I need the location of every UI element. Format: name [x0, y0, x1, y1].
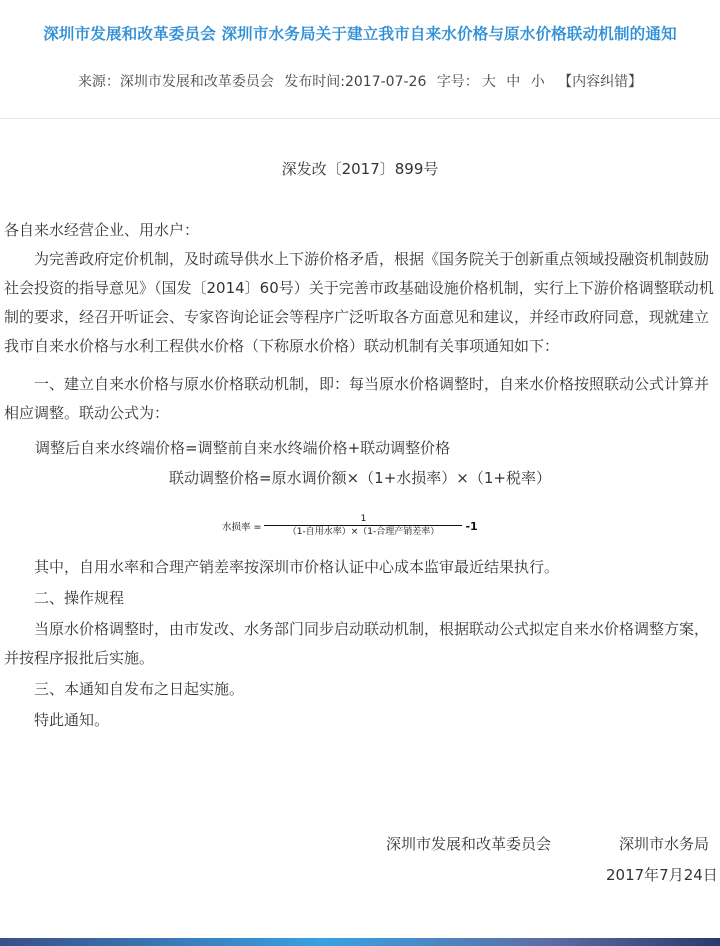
font-large-button[interactable]: 大: [481, 74, 496, 90]
font-size-label: 字号：: [436, 74, 479, 90]
formula-fraction: [264, 514, 462, 538]
footer-bar: [0, 938, 720, 946]
signer-drc: 深圳市发展和改革委员会: [386, 835, 552, 853]
heading-section-2: 二、操作规程: [34, 589, 125, 607]
document-date: 2017年7月24日: [606, 866, 718, 884]
paragraph-section-2: 当原水价格调整时，由市发改、水务部门同步启动联动机制，根据联动公式拟定自来水价格调整方案，并按程序报批后实施。: [4, 620, 710, 667]
font-size-controls: [437, 74, 552, 90]
closing-remark: 特此通知。: [34, 711, 110, 729]
paragraph-section-1: 一、建立自来水价格与原水价格联动机制，即：每当原水价格调整时，自来水价格按照联动公式计算并相应调整。联动公式为：: [4, 375, 710, 422]
signer-water-bureau: 深圳市水务局: [619, 835, 710, 853]
formula-adjustment-price: 联动调整价格=原水调价额×（1+水损率）×（1+税率）: [169, 469, 551, 487]
publish-time: 发布时间:2017-07-26: [284, 74, 427, 90]
font-small-button[interactable]: 小: [530, 74, 545, 90]
formula-tail: -1: [465, 519, 478, 533]
salutation: 各自来水经营企业、用水户：: [4, 221, 200, 239]
formula-numerator: 1: [360, 514, 367, 524]
article-meta: [0, 71, 720, 91]
source-label: 来源：深圳市发展和改革委员会: [77, 74, 274, 90]
page-title: 深圳市发展和改革委员会 深圳市水务局关于建立我市自来水价格与原水价格联动机制的通知: [43, 25, 677, 43]
formula-denominator: （1-自用水率）×（1-合理产销差率）: [287, 527, 440, 537]
header-divider: [0, 118, 720, 119]
formula-water-loss-rate: [222, 512, 478, 540]
content-correction-link[interactable]: 【内容纠错】: [558, 74, 643, 90]
formula-terminal-price: 调整后自来水终端价格=调整前自来水终端价格+联动调整价格: [35, 439, 451, 457]
font-medium-button[interactable]: 中: [506, 74, 521, 90]
paragraph-section-3: 三、本通知自发布之日起实施。: [34, 680, 245, 698]
document-number: 深发改〔2017〕899号: [281, 160, 439, 178]
paragraph-intro: 为完善政府定价机制，及时疏导供水上下游价格矛盾，根据《国务院关于创新重点领域投融资机制鼓励社会投资的指导意见》（国发〔2014〕60号）关于完善市政基础设施价格机制，实行上下游价格调整联动机制的要求，经召开听证会、专家咨询论证会等程序广泛听取各方面意见和建议，并经市政府同意，现就建立我市自来水价格与水利工程供水价格（下称原水价格）联动机制有关事项通知如下：: [4, 250, 714, 355]
formula-lhs: 水损率 =: [222, 522, 262, 533]
paragraph-note: 其中，自用水率和合理产销差率按深圳市价格认证中心成本监审最近结果执行。: [34, 558, 560, 576]
